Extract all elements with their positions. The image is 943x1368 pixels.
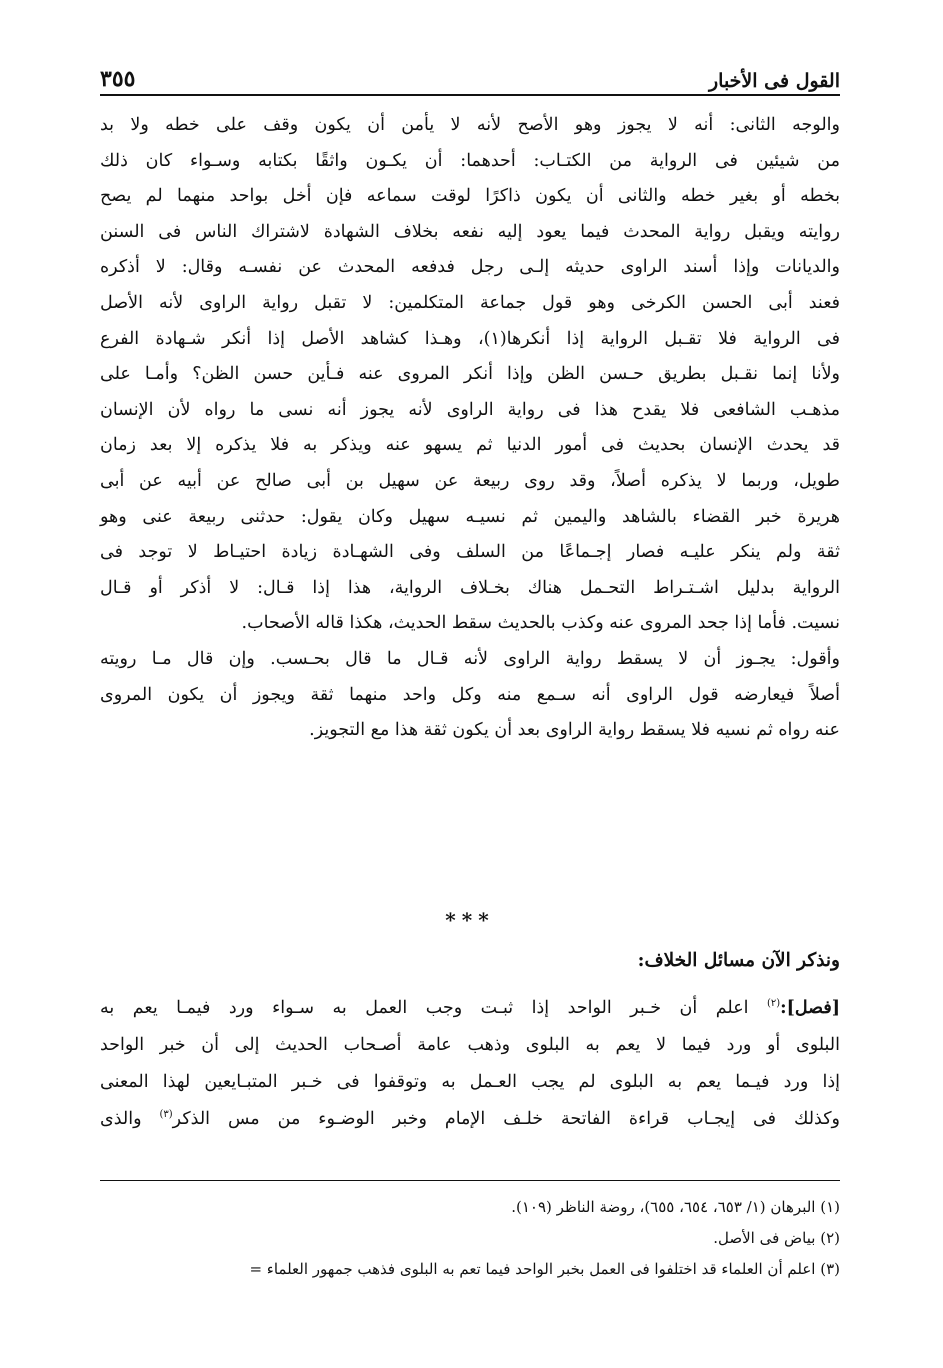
section-separator: *** [445,908,495,932]
text-line: هريرة خبر القضاء بالشاهد واليمين ثم نسيـه سهيل وكان يقول: حدثنى ربيعة عنى وهو [100,506,840,527]
text-line: نسيت. فأما إذا جحد المروى عنه وكذب بالحديث سقط الحديث، هكذا قاله الأصحاب. [241,613,840,634]
main-text [100,108,840,749]
text-line: والوجه الثانى: أنه لا يجوز وهو الأصح لأنه لا يأمن أن يكون وقف على خطه ولا بد [100,115,840,135]
footnote: (٢) بياض فى الأصل. [713,1229,840,1247]
text-line: طويل، وربما لا يذكره أصلاً، وقد روى ربيعة عن سهيل بن أبى صالح عن أبيه عن أبى [100,470,840,491]
section-text [100,990,840,1138]
header-rule [100,94,840,96]
text-line: ولأنا إنما نقـبل بطريق حـسن الظن وإذا أنكر المروى عنه فـأين حسن الظن؟ وأمـا على [100,364,840,385]
fasl-label: [فصل]: [780,998,840,1018]
text-line: وأقول: يجـوز أن لا يسقط رواية الراوى لأنه قـال ما قال بحـسب. وإن قال مـا رويته [100,648,840,669]
text-line: بخطه أو بغير خطه والثانى أن يكون ذاكرًا لوقت سماعه فإن أخل بواحد منهما لم يصح [100,186,840,207]
footnote-ref: (٣) [159,1109,173,1121]
footnote: (٣) اعلم أن العلماء قد اختلفوا فى العمل بخبر الواحد فيما تعم به البلوى فذهب جمهور العلماء = [249,1260,840,1278]
section-heading: ونذكر الآن مسائل الخلاف: [637,950,840,971]
text-fragment: اعلم أن خـبر الواحد إذا ثبـت وجب العمل به سـواء ورد فيمـا يعم به [100,998,767,1018]
footnotes [100,1192,840,1285]
text-line: أصلاً فيعارضه قول الراوى أنه سـمع منه وكل واحد منهما ثقة ويجوز أن يكون المروى [100,684,840,705]
footnote-rule [100,1180,840,1181]
text-line [100,1101,840,1138]
text-fragment: وكذلك فى إيجـاب قراءة الفاتحة خلـف الإمام وخبر الوضـوء من مس الذكر [172,1109,840,1129]
text-line: روايته ويقبل رواية المحدث فيما يعود إليه نفعه بخلاف الشهادة لاشتراك الناس فى السنن [100,221,840,242]
footnote: (١) البرهان (١/ ٦٥٣، ٦٥٤، ٦٥٥)، روضة الناظر (١٠٩). [511,1198,840,1216]
footnote-ref: (٢) [766,998,781,1010]
text-line: مذهـب الشافعى فلا يقدح هذا فى رواية الراوى لأنه يجوز أنه نسى ما رواه لأن الإنسان [100,399,840,420]
running-header [100,52,840,92]
text-line: قد يحدث الإنسان بحديث فى أمور الدنيا ثم يسهو عنه ويذكر به فلا يذكره إلا بعد زمان [100,435,840,456]
text-line: فى الرواية فلا تقـبل الرواية إذا أنكرها(١)، وهـذا كشاهد الأصل إذا أنكر شـهادة الفرع [100,328,840,349]
text-line: البلوى أو ورد فيما لا يعم به البلوى وذهب عامة أصـحاب الحديث إلى أن خبر الواحد [100,1035,840,1055]
text-line: من شيئين فى الرواية من الكتـاب: أحدهما: أن يكـون واثقًا بكتابه وسـواء كان ذلك [100,150,840,171]
text-line [100,990,840,1027]
page-number: ٣٥٥ [100,66,136,92]
text-line: الرواية بدليل اشـتـراط التحـمل هناك بخـلاف الرواية، هذا إذا قـال: لا أذكر أو قـال [100,577,840,598]
text-line: ثقة ولم ينكر عليـه فصار إجـماعًا من السلف وفى الشهـادة زيادة احتيـاط لا توجد فى [100,542,840,563]
text-line: والديانات وإذا أسند الراوى حديثه إلـى رجل فدفعه المحدث عن نفسـه وقال: لا أذكره [100,257,840,278]
header-title: القول فى الأخبار [708,70,840,92]
text-line: عنه رواه ثم نسيه فلا يسقط رواية الراوى بعد أن يكون ثقة هذا مع التجويز. [309,720,840,741]
text-line: إذا ورد فيـما يعم به البلوى لم يجب العـمل به وتوقفوا فى خـبر المتبـايعين لهذا المعنى [100,1072,840,1092]
text-line: فعند أبى الحسن الكرخى وهو قول جماعة المتكلمين: لا تقبل رواية الراوى لأنه الأصل [100,292,840,313]
text-fragment: والذى [100,1109,160,1129]
